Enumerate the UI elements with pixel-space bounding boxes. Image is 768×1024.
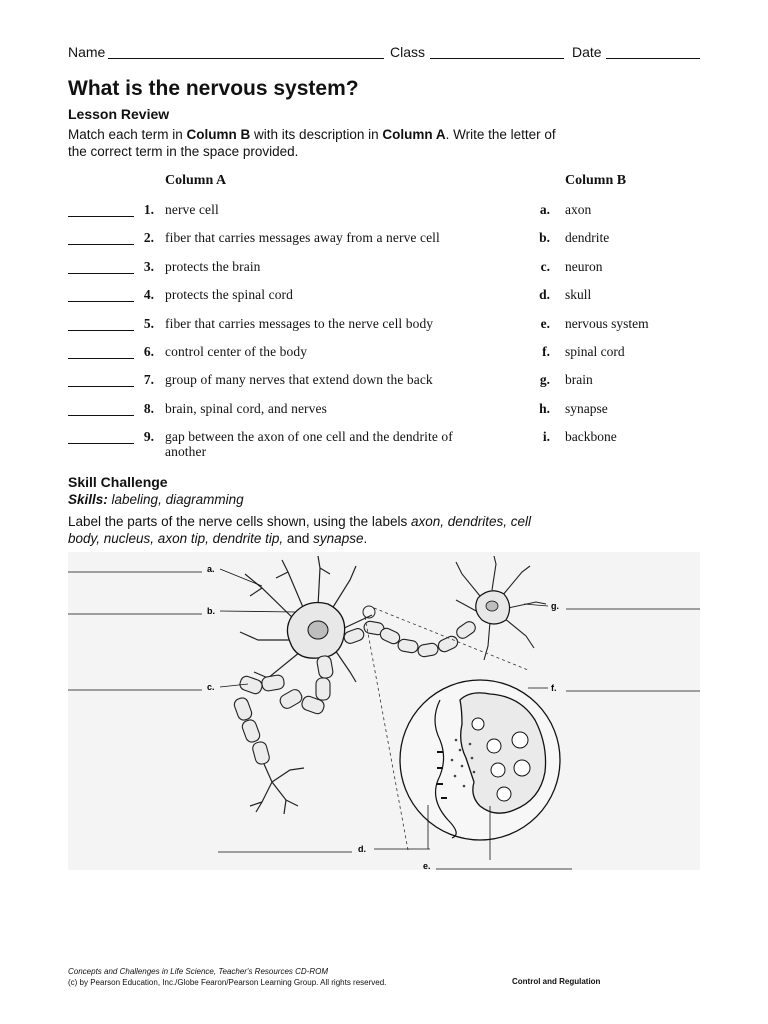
footer-credits	[68, 966, 386, 988]
item-description: protects the brain	[165, 259, 261, 274]
term-letter: a.	[539, 202, 550, 217]
item-number: 2.	[143, 230, 154, 245]
item-number: 7.	[143, 372, 154, 387]
term-text: axon	[565, 202, 592, 217]
label-d: d.	[358, 844, 366, 854]
skill-challenge-instructions: Label the parts of the nerve cells shown, using the labels axon, dendrites, cell body, nucleus, axon tip, dendrite tip, and synapse.	[68, 514, 532, 546]
item-number: 5.	[143, 316, 154, 331]
footer-source: Concepts and Challenges in Life Science, Teacher's Resources CD-ROM	[68, 967, 329, 976]
item-number: 1.	[143, 202, 154, 217]
label-f: f.	[551, 683, 557, 693]
term-text: backbone	[565, 429, 617, 444]
skill-challenge-heading: Skill Challenge	[68, 474, 168, 490]
label-e: e.	[423, 861, 431, 871]
footer-copyright: (c) by Pearson Education, Inc./Globe Fearon/Pearson Learning Group. All rights reserved.	[68, 978, 387, 987]
right-nucleus	[486, 601, 498, 611]
term-letter: d.	[539, 287, 550, 302]
term-letter: b.	[539, 230, 550, 245]
lesson-review-heading: Lesson Review	[68, 106, 170, 122]
item-description: group of many nerves that extend down the back	[165, 372, 433, 387]
item-description: nerve cell	[165, 202, 219, 217]
page-title: What is the nervous system?	[68, 77, 359, 100]
term-text: brain	[565, 372, 593, 387]
label-b: b.	[207, 606, 215, 616]
item-number: 3.	[143, 259, 154, 274]
left-nucleus	[308, 621, 328, 639]
item-description: protects the spinal cord	[165, 287, 293, 302]
item-description: gap between the axon of one cell and the dendrite of another	[165, 429, 453, 459]
item-number: 8.	[143, 401, 154, 416]
term-letter: g.	[539, 372, 550, 387]
column-b-heading: Column B	[565, 173, 627, 188]
item-description: fiber that carries messages to the nerve cell body	[165, 316, 434, 331]
skills-line: Skills: labeling, diagramming	[68, 492, 244, 507]
term-text: synapse	[565, 401, 608, 416]
lesson-review-instructions: Match each term in Column B with its description in Column A. Write the letter of the correct term in the space provided.	[68, 127, 556, 159]
term-letter: i.	[542, 429, 550, 444]
term-letter: f.	[542, 344, 550, 359]
diagram-background	[68, 552, 700, 870]
label-a: a.	[207, 564, 215, 574]
term-letter: h.	[539, 401, 550, 416]
item-number: 4.	[143, 287, 154, 302]
term-text: nervous system	[565, 316, 649, 331]
term-text: skull	[565, 287, 592, 302]
footer-chapter: Control and Regulation	[512, 977, 601, 986]
label-g: g.	[551, 601, 559, 611]
item-number: 6.	[143, 344, 154, 359]
label-c: c.	[207, 682, 215, 692]
term-text: dendrite	[565, 230, 610, 245]
term-text: neuron	[565, 259, 603, 274]
name-label: Name	[68, 44, 106, 60]
item-description: brain, spinal cord, and nerves	[165, 401, 327, 416]
term-text: spinal cord	[565, 344, 625, 359]
item-description: fiber that carries messages away from a nerve cell	[165, 230, 440, 245]
date-label: Date	[572, 44, 602, 60]
class-label: Class	[390, 44, 426, 60]
item-number: 9.	[143, 429, 154, 444]
term-letter: e.	[540, 316, 550, 331]
term-letter: c.	[540, 259, 550, 274]
column-a-heading: Column A	[165, 173, 227, 188]
item-description: control center of the body	[165, 344, 308, 359]
